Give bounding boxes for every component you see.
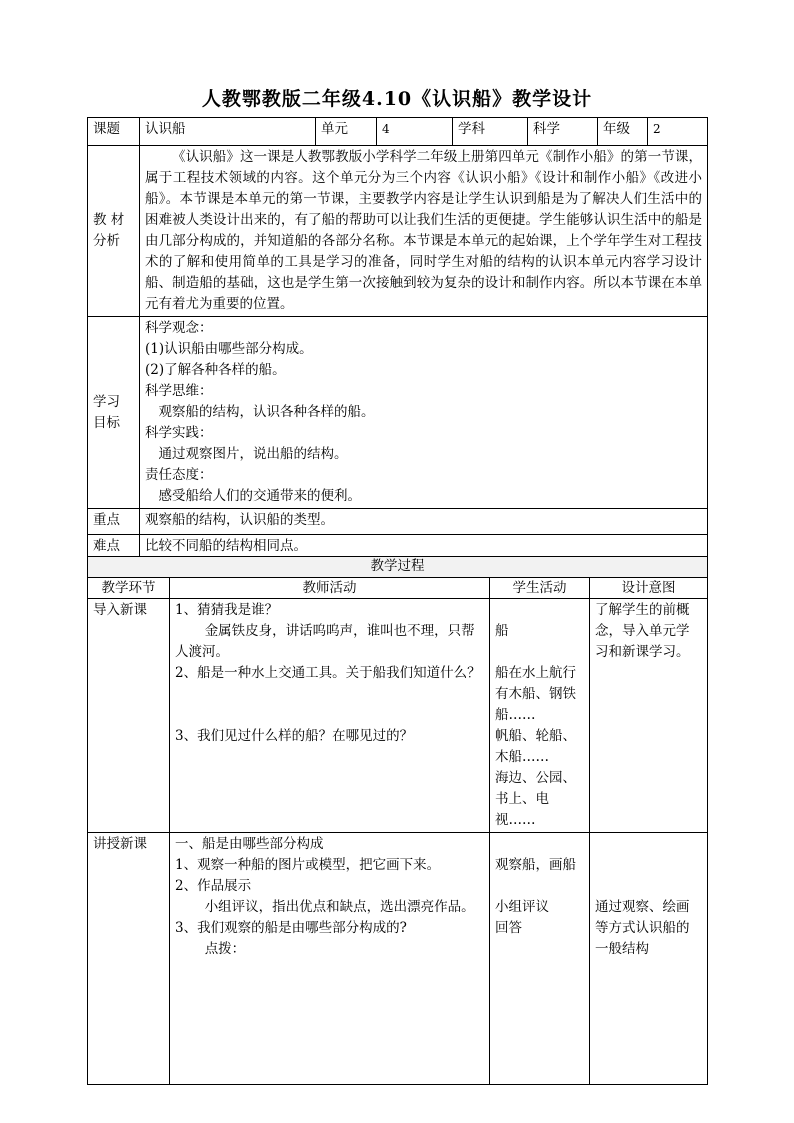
key-point-row	[88, 509, 708, 535]
practice-heading: 科学实践：	[145, 425, 213, 441]
intro-student-4: 帆船、轮船、木船……	[495, 728, 576, 765]
page-title: 人教鄂教版二年级4.10《认识船》教学设计	[201, 88, 593, 110]
concept-item-1: (1)认识船由哪些部分构成。	[145, 341, 313, 357]
process-title-row	[88, 557, 708, 578]
grade-value: 2	[648, 118, 708, 146]
analysis-row	[88, 146, 708, 317]
header-stage: 教学环节	[88, 578, 170, 599]
teach-student	[490, 833, 590, 1085]
intro-row	[88, 599, 708, 833]
topic-value: 认识船	[140, 118, 316, 146]
grade-label: 年级	[598, 118, 648, 146]
objectives-row	[88, 317, 708, 509]
intro-student-1: 船	[495, 623, 509, 639]
process-section-title: 教学过程	[88, 557, 708, 578]
intro-student-3: 有木船、钢铁船……	[495, 686, 576, 723]
teach-teacher-1: 一、船是由哪些部分构成	[175, 836, 324, 852]
teach-student-1: 观察船，画船	[495, 857, 576, 873]
teach-teacher-5: 3、我们观察的船是由哪些部分构成的?	[175, 920, 407, 936]
header-student: 学生活动	[490, 578, 590, 599]
intro-teacher-1: 1、猜猜我是谁？	[175, 602, 279, 618]
teach-row	[88, 833, 708, 1085]
intro-student	[490, 599, 590, 833]
concept-heading: 科学观念：	[145, 320, 213, 336]
unit-value: 4	[377, 118, 453, 146]
intro-intent: 了解学生的前概念，导入单元学习和新课学习。	[590, 599, 708, 833]
concept-item-2: (2)了解各种各样的船。	[145, 362, 286, 378]
intro-student-5: 海边、公园、书上、电视……	[495, 770, 576, 828]
intro-student-2: 船在水上航行	[495, 665, 576, 681]
difficulty-label: 难点	[88, 535, 140, 561]
teaching-process-table	[87, 556, 708, 1085]
process-header-row	[88, 578, 708, 599]
header-intent: 设计意图	[590, 578, 708, 599]
attitude-heading: 责任态度：	[145, 467, 213, 483]
teach-teacher	[170, 833, 490, 1085]
teach-intent: 通过观察、绘画等方式认识船的一般结构	[590, 833, 708, 1085]
teach-teacher-3: 2、作品展示	[175, 878, 252, 894]
teach-student-2: 小组评议	[495, 899, 549, 915]
info-row	[88, 118, 708, 146]
analysis-label: 教 材 分析	[88, 146, 140, 317]
teach-student-3: 回答	[495, 920, 522, 936]
lesson-info-table	[87, 117, 708, 561]
unit-label: 单元	[316, 118, 377, 146]
teach-teacher-2: 1、观察一种船的图片或模型，把它画下来。	[175, 857, 441, 873]
attitude-text: 感受船给人们的交通带来的便利。	[158, 488, 361, 504]
teach-teacher-4: 小组评议，指出优点和缺点，选出漂亮作品。	[204, 899, 475, 915]
header-teacher: 教师活动	[170, 578, 490, 599]
practice-text: 通过观察图片，说出船的结构。	[158, 446, 348, 462]
intro-stage: 导入新课	[88, 599, 170, 833]
thinking-heading: 科学思维：	[145, 383, 213, 399]
thinking-text: 观察船的结构，认识各种各样的船。	[158, 404, 375, 420]
topic-label: 课题	[88, 118, 140, 146]
intro-teacher-3: 2、船是一种水上交通工具。关于船我们知道什么？	[175, 665, 481, 681]
subject-label: 学科	[453, 118, 528, 146]
objectives-content	[140, 317, 708, 509]
key-point-label: 重点	[88, 509, 140, 535]
difficulty-text: 比较不同船的结构相同点。	[140, 535, 708, 561]
intro-teacher-2: 金属铁皮身，讲话呜呜声，谁叫也不理，只帮人渡河。	[175, 623, 475, 660]
teach-teacher-6: 点拨：	[204, 941, 246, 957]
key-point-text: 观察船的结构，认识船的类型。	[140, 509, 708, 535]
teach-stage: 讲授新课	[88, 833, 170, 1085]
intro-teacher-4: 3、我们见过什么样的船？在哪见过的？	[175, 728, 414, 744]
intro-teacher	[170, 599, 490, 833]
objectives-label: 学习 目标	[88, 317, 140, 509]
analysis-text: 《认识船》这一课是人教鄂教版小学科学二年级上册第四单元《制作小船》的第一节课，属于工程技术领域的内容。这个单元分为三个内容《认识小船》《设计和制作小船》《改进小船》。本节课是本单元的第一节课，主要教学内容是让学生认识到船是为了解决人们生活中的困难被人类设计出来的，有了船的帮助可以让我们生活的更便捷。学生能够认识生活中的船是由几部分构成的，并知道船的各部分名称。本节课是本单元的起始课，上个学年学生对工程技术的了解和使用简单的工具是学习的准备，同时学生对船的结构的认识本单元内容学习设计船、制造船的基础，这也是学生第一次接触到较为复杂的设计和制作内容。所以本节课在本单元有着尤为重要的位置。	[140, 146, 708, 317]
subject-value: 科学	[528, 118, 598, 146]
